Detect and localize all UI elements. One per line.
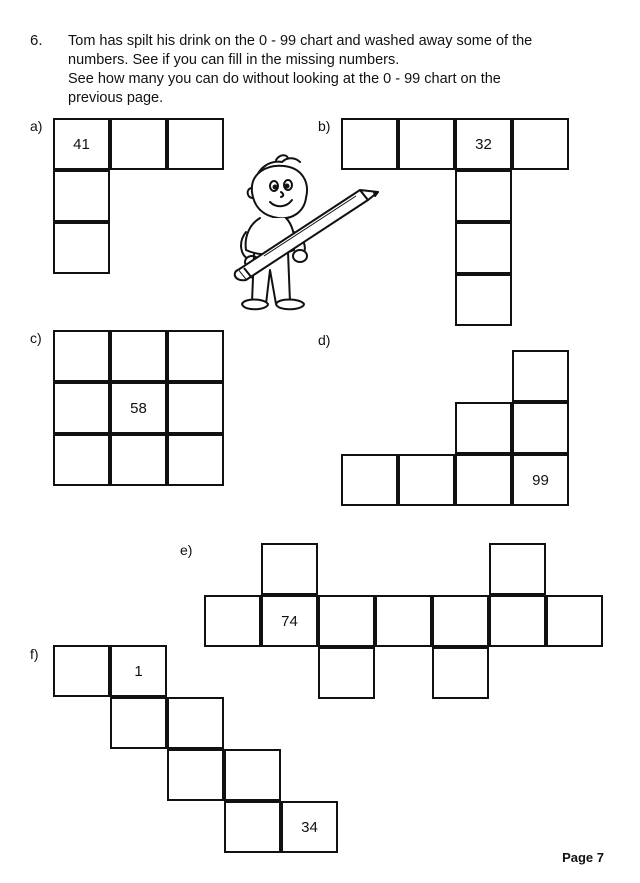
grid-cell-blank[interactable] <box>167 118 224 170</box>
grid-cell-blank[interactable] <box>53 222 110 274</box>
grid-cell-blank[interactable] <box>110 434 167 486</box>
grid-cell-blank[interactable] <box>167 382 224 434</box>
grid-cell-blank[interactable] <box>167 697 224 749</box>
grid-cell-given: 74 <box>261 595 318 647</box>
grid-cell-blank[interactable] <box>512 350 569 402</box>
grid-cell-given: 32 <box>455 118 512 170</box>
grid-cell-given: 41 <box>53 118 110 170</box>
grid-cell-blank[interactable] <box>512 118 569 170</box>
part-d-label: d) <box>318 332 331 348</box>
grid-cell-blank[interactable] <box>398 454 455 506</box>
grid-cell-blank[interactable] <box>432 595 489 647</box>
question-number: 6. <box>30 32 43 49</box>
grid-cell-blank[interactable] <box>167 749 224 801</box>
grid-cell-given: 34 <box>281 801 338 853</box>
grid-cell-blank[interactable] <box>455 274 512 326</box>
grid-cell-blank[interactable] <box>110 697 167 749</box>
grid-cell-blank[interactable] <box>167 330 224 382</box>
grid-cell-blank[interactable] <box>110 330 167 382</box>
grid-cell-blank[interactable] <box>398 118 455 170</box>
grid-cell-blank[interactable] <box>224 749 281 801</box>
grid-cell-blank[interactable] <box>318 595 375 647</box>
grid-cell-given: 58 <box>110 382 167 434</box>
grid-cell-blank[interactable] <box>167 434 224 486</box>
grid-cell-blank[interactable] <box>53 330 110 382</box>
part-f-label: f) <box>30 646 39 662</box>
boy-with-pencil-illustration <box>224 152 384 332</box>
grid-cell-blank[interactable] <box>512 402 569 454</box>
grid-cell-blank[interactable] <box>489 543 546 595</box>
page-number: Page 7 <box>562 850 604 865</box>
grid-cell-blank[interactable] <box>546 595 603 647</box>
part-e-label: e) <box>180 542 193 558</box>
grid-cell-blank[interactable] <box>204 595 261 647</box>
part-c-label: c) <box>30 330 42 346</box>
instruction-line: Tom has spilt his drink on the 0 - 99 chart and washed away some of the <box>68 33 533 49</box>
grid-cell-given: 99 <box>512 454 569 506</box>
grid-cell-blank[interactable] <box>110 118 167 170</box>
grid-cell-blank[interactable] <box>375 595 432 647</box>
part-a-label: a) <box>30 118 43 134</box>
grid-cell-blank[interactable] <box>53 645 110 697</box>
grid-cell-blank[interactable] <box>53 170 110 222</box>
grid-cell-blank[interactable] <box>455 170 512 222</box>
grid-cell-blank[interactable] <box>318 647 375 699</box>
grid-cell-blank[interactable] <box>224 801 281 853</box>
grid-cell-blank[interactable] <box>455 454 512 506</box>
grid-cell-blank[interactable] <box>53 434 110 486</box>
grid-cell-blank[interactable] <box>341 454 398 506</box>
grid-cell-blank[interactable] <box>261 543 318 595</box>
grid-cell-given: 1 <box>110 645 167 697</box>
question-instructions <box>68 32 608 108</box>
instruction-line: numbers. See if you can fill in the missing numbers. <box>68 52 400 68</box>
instruction-line: See how many you can do without looking at the 0 - 99 chart on the <box>68 71 501 87</box>
grid-cell-blank[interactable] <box>489 595 546 647</box>
grid-cell-blank[interactable] <box>455 402 512 454</box>
grid-cell-blank[interactable] <box>432 647 489 699</box>
part-b-label: b) <box>318 118 331 134</box>
instruction-line: previous page. <box>68 90 164 106</box>
grid-cell-blank[interactable] <box>53 382 110 434</box>
grid-cell-blank[interactable] <box>455 222 512 274</box>
